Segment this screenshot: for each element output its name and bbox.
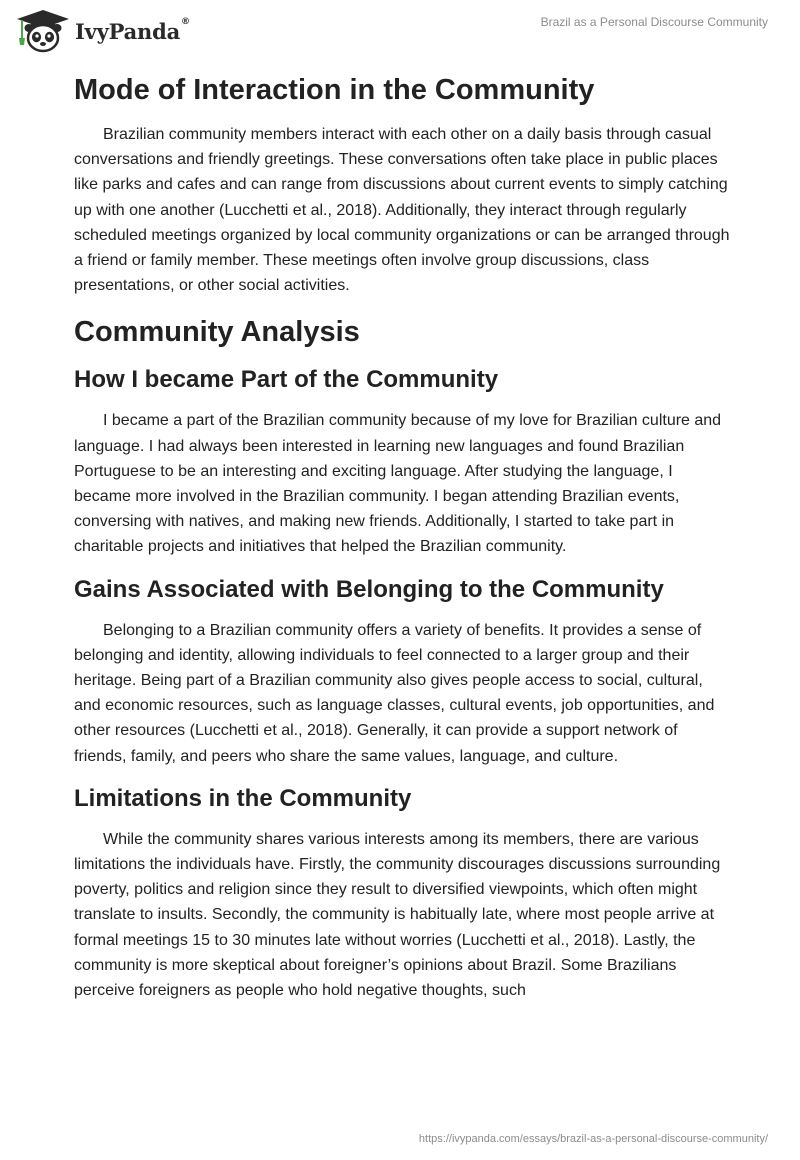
graduation-panda-icon	[14, 8, 72, 54]
footer-source-link[interactable]: https://ivypanda.com/essays/brazil-as-a-personal-discourse-community/	[418, 1133, 768, 1145]
heading-gains: Gains Associated with Belonging to the Community	[74, 575, 664, 603]
essay-content	[74, 70, 730, 1017]
brand-name	[75, 16, 190, 44]
heading-how-i-became-part: How I became Part of the Community	[74, 366, 499, 394]
brand-label: IvyPanda	[75, 18, 181, 44]
document-title: Brazil as a Personal Discourse Community	[540, 15, 768, 29]
heading-limitations: Limitations in the Community	[74, 784, 412, 812]
page-header	[0, 0, 800, 60]
heading-community-analysis: Community Analysis	[74, 316, 360, 349]
registered-mark: ®	[181, 16, 190, 27]
paragraph-mode-of-interaction: Brazilian community members interact with each other on a daily basis through casual conversations and friendly greetings. These conversations often take place in public places like parks and cafes and can range from discussions about current events to simply catching up with one another (Lucchetti et al., 2018). Additionally, they interact through regularly scheduled meetings organized by local community organizations or can be arranged through a friend or family member. These meetings often involve group discussions, class presentations, or other social activities.	[74, 126, 730, 295]
paragraph-gains: Belonging to a Brazilian community offers a variety of benefits. It provides a sense of belonging and identity, allowing individuals to feel connected to a larger group and their heritage. Being part of a Brazilian community also gives people access to social, cultural, and economic resources, such as language classes, cultural events, job opportunities, and other resources (Lucchetti et al., 2018). Generally, it can provide a support network of friends, family, and peers who share the same values, language, and culture.	[74, 621, 715, 765]
ivypanda-logo[interactable]	[14, 8, 190, 54]
heading-mode-of-interaction: Mode of Interaction in the Community	[74, 74, 595, 106]
paragraph-limitations: While the community shares various interests among its members, there are various limitations the individuals have. Firstly, the community discourages discussions surrounding poverty, politics and religion since they result to diversified viewpoints, which often might translate to insults. Secondly, the community is habitually late, where most people arrive at formal meetings 15 to 30 minutes late without worries (Lucchetti et al., 2018). Lastly, the community is more skeptical about foreigner’s opinions about Brazil. Some Brazilians perceive foreigners as people who hold negative thoughts, such	[74, 830, 721, 1000]
paragraph-how-i-became-part: I became a part of the Brazilian community because of my love for Brazilian culture and language. I had always been interested in learning new languages and found Brazilian Portuguese to be an interesting and exciting language. After studying the language, I became more involved in the Brazilian community. I began attending Brazilian events, conversing with natives, and making new friends. Additionally, I started to take part in charitable projects and initiatives that helped the Brazilian community.	[74, 412, 722, 556]
